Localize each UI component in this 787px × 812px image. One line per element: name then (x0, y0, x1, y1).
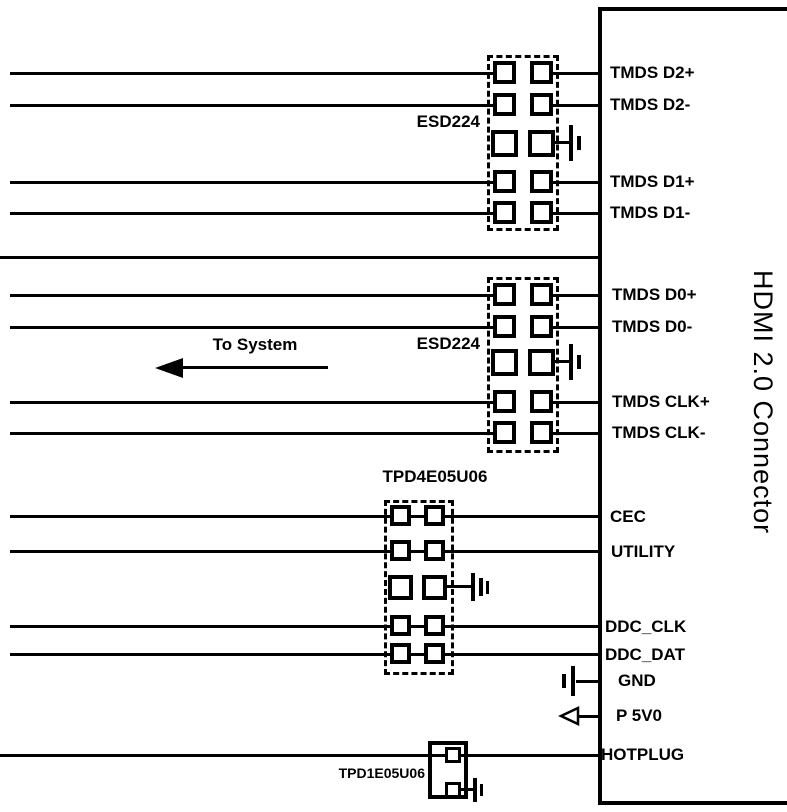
esd-cell (530, 61, 553, 84)
signal-line-cec (10, 515, 598, 518)
signal-line-tmds-clk-minus-left (10, 432, 495, 435)
signal-line-tmds-clk-plus-left (10, 401, 495, 404)
ground-bar-tall (473, 778, 477, 802)
tpd1e05u06-label: TPD1E05U06 (338, 765, 425, 781)
esd-cell (390, 615, 411, 636)
signal-line-tmds-d1-minus-left (10, 212, 495, 215)
signal-line-tmds-d2-minus-left (10, 104, 495, 107)
pin-label-utility: UTILITY (611, 542, 676, 561)
ground-bar-short (577, 355, 581, 369)
esd-cell (530, 201, 553, 224)
esd-cell (530, 315, 553, 338)
esd-cell (493, 283, 516, 306)
ground-bar-short (562, 674, 566, 688)
shield-line (0, 256, 598, 259)
pin-label-p5v0: P 5V0 (616, 706, 663, 725)
esd-cell (424, 615, 445, 636)
esd-cell-ground (388, 575, 413, 600)
connector-top-edge (598, 7, 787, 11)
pin-label-tmds-clk-minus: TMDS CLK- (612, 423, 706, 442)
esd-cell-ground (528, 349, 555, 376)
esd-cell-ground (491, 130, 518, 157)
ground-bar-mid (479, 578, 483, 596)
pin-label-ddc-clk: DDC_CLK (605, 617, 687, 636)
ground-bar-tall (571, 666, 575, 696)
esd-cell (493, 315, 516, 338)
esd-cell (493, 170, 516, 193)
ground-bar-tall (569, 344, 573, 380)
esd-cell (530, 421, 553, 444)
pin-label-ddc-dat: DDC_DAT (605, 645, 685, 664)
signal-line-tmds-d1-plus-left (10, 181, 495, 184)
esd-cell (424, 505, 445, 526)
pin-label-tmds-d0-plus: TMDS D0+ (612, 285, 697, 304)
pin-label-tmds-d2-minus: TMDS D2- (610, 95, 691, 114)
esd-cell (390, 505, 411, 526)
esd-cell (493, 390, 516, 413)
esd-cell-ground (445, 782, 461, 798)
connector-title: HDMI 2.0 Connector (748, 270, 778, 535)
pin-label-tmds-clk-plus: TMDS CLK+ (612, 392, 710, 411)
p5v0-pin-stub (578, 715, 598, 718)
ground-stub (461, 788, 473, 791)
ground-bar-short (577, 136, 581, 150)
esd-cell (493, 93, 516, 116)
signal-line-hotplug (0, 754, 598, 757)
ground-bar-tall (569, 125, 573, 161)
gnd-pin-stub (576, 680, 598, 683)
signal-line-ddc-dat (10, 653, 598, 656)
pin-label-gnd: GND (618, 671, 656, 690)
esd-cell-ground (528, 130, 555, 157)
ground-bar-short (486, 581, 489, 594)
esd-cell (424, 540, 445, 561)
esd-cell-ground (422, 575, 447, 600)
connector-left-edge (598, 7, 602, 805)
signal-line-tmds-d0-plus-left (10, 294, 495, 297)
esd224-block-2-label: ESD224 (416, 334, 480, 353)
esd-cell (445, 747, 461, 763)
esd224-block-1-label: ESD224 (416, 112, 480, 131)
esd-cell (530, 283, 553, 306)
pin-label-tmds-d1-minus: TMDS D1- (610, 203, 691, 222)
ground-stub (447, 585, 471, 588)
esd-cell (493, 421, 516, 444)
esd-cell (530, 170, 553, 193)
signal-line-tmds-d0-minus-left (10, 326, 495, 329)
esd-cell-ground (491, 349, 518, 376)
power-arrow-icon (558, 705, 580, 727)
to-system-arrow-line (178, 366, 328, 369)
pin-label-tmds-d2-plus: TMDS D2+ (610, 63, 695, 82)
esd-cell (390, 540, 411, 561)
ground-stub (555, 141, 569, 144)
esd-cell (390, 643, 411, 664)
esd-cell (493, 201, 516, 224)
signal-line-utility (10, 550, 598, 553)
pin-label-cec: CEC (610, 507, 646, 526)
to-system-label: To System (212, 335, 298, 354)
esd-cell (424, 643, 445, 664)
signal-line-tmds-d2-plus-left (10, 72, 495, 75)
ground-stub (555, 360, 569, 363)
pin-label-tmds-d1-plus: TMDS D1+ (610, 172, 695, 191)
pin-label-tmds-d0-minus: TMDS D0- (612, 317, 693, 336)
signal-line-ddc-clk (10, 625, 598, 628)
esd-cell (530, 93, 553, 116)
pin-label-hotplug: HOTPLUG (601, 745, 685, 764)
esd-cell (530, 390, 553, 413)
ground-bar-tall (471, 573, 475, 601)
tpd4e05u06-label: TPD4E05U06 (382, 467, 488, 486)
esd-cell (493, 61, 516, 84)
connector-bottom-edge (598, 801, 787, 805)
ground-bar-short (480, 784, 483, 796)
